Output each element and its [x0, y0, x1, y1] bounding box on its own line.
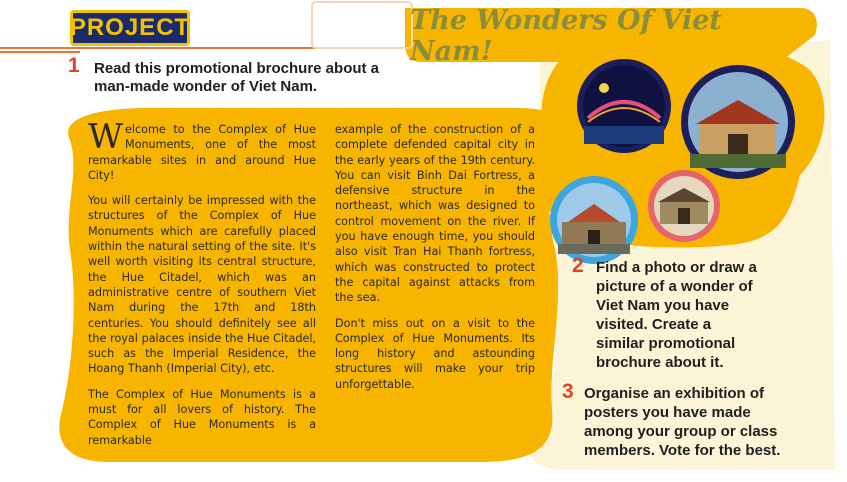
task-1-text: Read this promotional brochure about a man-made wonder of Viet Nam.	[94, 60, 380, 95]
photo-palace-gate	[646, 168, 722, 244]
task-2	[562, 254, 762, 372]
brochure-column-right	[335, 122, 535, 402]
task-1-number: 1	[68, 54, 80, 77]
photo-imperial-gate	[678, 62, 798, 182]
task-2-text: Find a photo or draw a picture of a wonder of Viet Nam you have visited. Create a similar promotional brochure about it.	[596, 259, 757, 371]
brochure-paragraph-2: You will certainly be impressed with the structures of the Complex of Hue Monuments which are carefully placed within the natural setting of the site. It's well worth visiting its central structure, the Hue Citadel, which was an administrative centre of southern Viet Nam during the 17th and 18th centuries. You should definitely see all the royal palaces inside the Hue Citadel, such as the Imperial Residence, the Hoang Thanh (Imperial City), etc.	[88, 194, 316, 376]
task-1	[68, 54, 398, 96]
task-3-text: Organise an exhibition of posters you have made among your group or class members. Vote for the best.	[584, 385, 781, 459]
photo-night-bridge	[574, 56, 674, 156]
drop-cap: W	[88, 117, 123, 157]
photo-citadel-gate	[548, 174, 640, 266]
project-badge: PROJECT	[70, 10, 190, 46]
brochure-paragraph-5: Don't miss out on a visit to the Complex of Hue Monuments. Its long history and astounding structures will make your trip unforgettable.	[335, 316, 535, 391]
task-2-number: 2	[572, 254, 584, 277]
task-3	[562, 380, 792, 460]
brochure-paragraph-3: The Complex of Hue Monuments is a must for all lovers of history. The Complex of Hue Monuments is a remarkable	[88, 387, 316, 447]
brochure-paragraph-4: example of the construction of a complete defended capital city in the early years of the 19th century. You can visit Binh Dai Fortress, a defensive structure in the northeast, which was designed to control movement on the river. If you have enough time, you should also visit Tran Hai Thanh fortress, which was constructed to protect the capital against attacks from the sea.	[335, 123, 535, 305]
brochure-column-left	[88, 117, 316, 458]
brochure-paragraph-1	[88, 117, 316, 183]
book-watermark-icon	[312, 2, 412, 48]
page-title: The Wonders Of Viet Nam!	[410, 5, 722, 67]
task-3-number: 3	[562, 380, 574, 403]
brochure-p1-text: elcome to the Complex of Hue Monuments, one of the most remarkable sites in and around Hue City!	[88, 123, 316, 182]
